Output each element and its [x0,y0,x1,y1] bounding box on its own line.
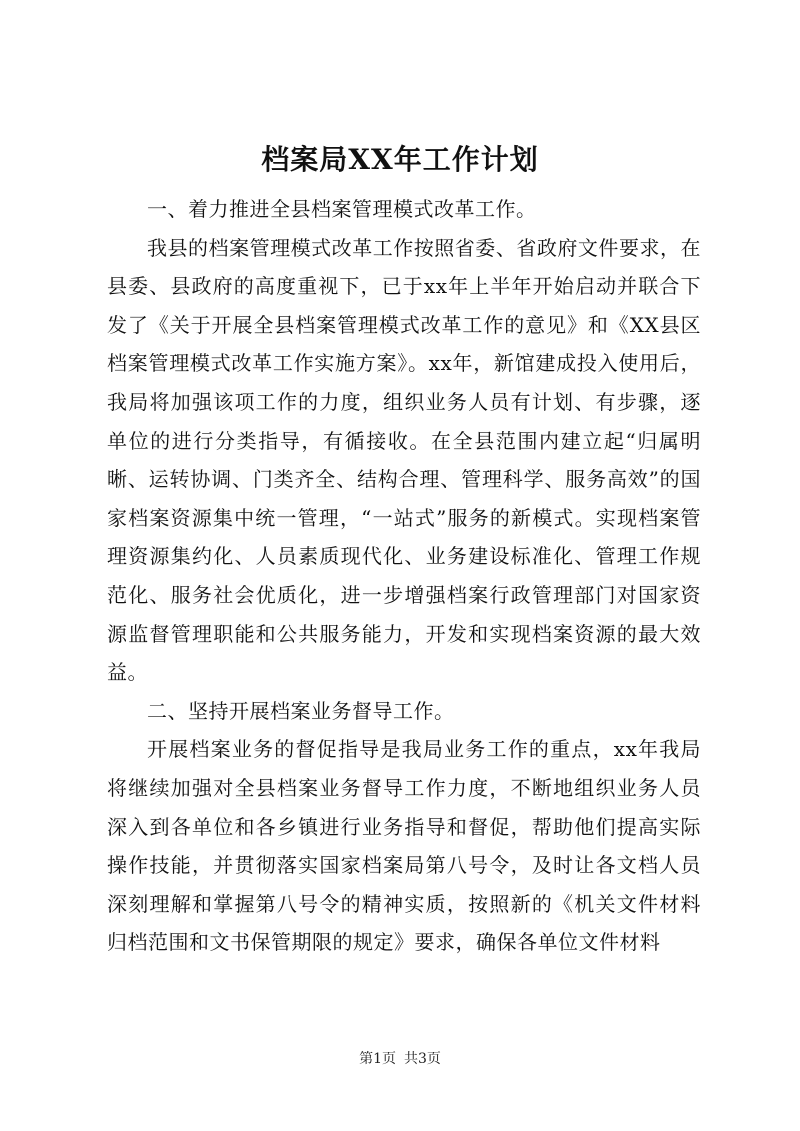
document-title: 档案局XX年工作计划 [261,143,539,176]
section-heading-2: 二、坚持开展档案业务督导工作。 [147,698,455,723]
page-footer [0,1049,800,1069]
body-paragraph-2: 开展档案业务的督促指导是我局业务工作的重点，xx年我局将继续加强对全县档案业务督导工作力度，不断地组织业务人员深入到各单位和各乡镇进行业务指导和督促，帮助他们提高实际操作技能，并贯彻落实国家档案局第八号令，及时让各文档人员深刻理解和掌握第八号令的精神实质，按照新的《机关文件材料归档范围和文书保管期限的规定》要求，确保各单位文件材料 [107,737,701,955]
section-heading-1: 一、着力推进全县档案管理模式改革工作。 [147,197,537,221]
page-number: 第1页 [359,1051,396,1067]
document-body [107,190,701,962]
page-total: 共3页 [404,1051,441,1067]
body-paragraph-1: 我县的档案管理模式改革工作按照省委、省政府文件要求，在县委、县政府的高度重视下，已于xx年上半年开始启动并联合下发了《关于开展全县档案管理模式改革工作的意见》和《XX县区档案管理模式改革工作实施方案》。xx年，新馆建成投入使用后，我局将加强该项工作的力度，组织业务人员有计划、有步骤，逐单位的进行分类指导，有循接收。在全县范围内建立起“归属明晰、运转协调、门类齐全、结构合理、管理科学、服务高效”的国家档案资源集中统一管理，“一站式”服务的新模式。实现档案管理资源集约化、人员素质现代化、业务建设标准化、管理工作规范化、服务社会优质化，进一步增强档案行政管理部门对国家资源监督管理职能和公共服务能力，开发和实现档案资源的最大效益。 [107,235,701,685]
